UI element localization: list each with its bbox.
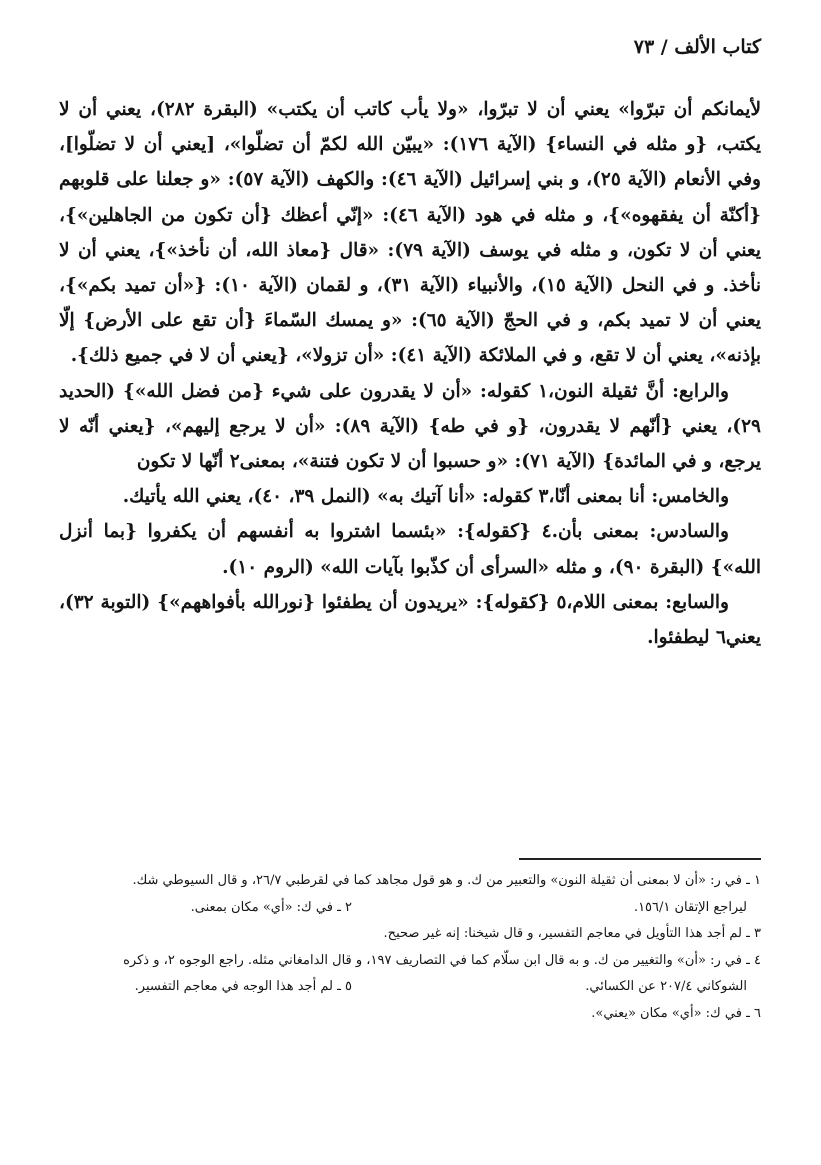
footnote-row-4-5 (59, 974, 761, 1001)
footnote-1: ١ ـ في ر: «أن لا بمعنى أن ثقيلة النون» والتعبير من ك. و هو قول مجاهد كما في لقرطبي ٢٦/٧، و قال السيوطي شك. (132, 873, 761, 888)
paragraph-continuation: لأيمانكم أن تبرّوا» يعني أن لا تبرّوا، «ولا يأب كاتب أن يكتب» (البقرة ٢٨٢)، يعني أن لا يكتب، {و مثله في النساء} (الآية ١٧٦): «يبيّن الله لكمّ أن تضلّوا»، [يعني أن لا تضلّوا]، وفي الأنعام (الآية ٢٥)، و بني إسرائيل (الآية ٤٦): والكهف (الآية ٥٧): «و جعلنا على قلوبهم {أكنّة أن يفقهوه»}، و مثله في هود (الآية ٤٦): «إنّي أعظك {أن تكون من الجاهلين»}، يعني أن لا تكون، و مثله في يوسف (الآية ٧٩): «قال {معاذ الله، أن نأخذ»}، يعني أن لا نأخذ. و في النحل (الآية ١٥)، والأنبياء (الآية ٣١)، و لقمان (الآية ١٠): {«أن تميد بكم»}، يعني أن لا تميد بكم، و في الحجّ (الآية ٦٥): «و يمسك السّماءَ {أن تقع على الأرض} إلّا بإذنه»، يعني أن لا تقع، و في الملائكة (الآية ٤١): «أن تزولا»، {يعني أن لا في جميع ذلك}. (59, 99, 761, 367)
footnote-2: ٢ ـ في ك: «أي» مكان بمعنى. (190, 899, 352, 915)
footnote-4-continuation: الشوكاني ٢٠٧/٤ عن الكسائي. (585, 979, 747, 994)
paragraph-fourth-meaning: والرابع: أنَّ ثقيلة النون،١ كقوله: «أن لا يقدرون على شيء {من فضل الله»} (الحديد ٢٩)، يعني {أنّهم لا يقدرون، {و في طه} (الآية ٨٩): «أن لا يرجع إليهم»، {يعني أنّه لا يرجع، و في المائدة} (الآية ٧١): «و حسبوا أن لا تكون فتنة»، بمعنى٢ أنّها لا تكون (59, 380, 761, 473)
footnote-separator (519, 858, 761, 860)
footnote-1-continuation: لیراجع الإتقان ١٥٦/١. (633, 899, 747, 915)
footnote-row-1-2 (59, 895, 761, 922)
footnote-6: ٦ ـ في ك: «أي» مكان «يعني». (591, 1005, 761, 1021)
paragraph-seventh-meaning: والسابع: بمعنى اللام،٥ {كقوله}: «يريدون أن يطفئوا {نورالله بأفواههم»} (التوبة ٣٢)، يعني٦ ليطفئوا. (59, 591, 761, 649)
running-header: كتاب الألف / ٧٣ (633, 36, 761, 58)
footnote-3: ٣ ـ لم أجد هذا التأويل في معاجم التفسير، و قال شيخنا: إنه غير صحيح. (383, 926, 761, 941)
footnote-5: ٥ ـ لم أجد هذا الوجه في معاجم التفسير. (134, 979, 352, 994)
main-text (59, 92, 761, 655)
paragraph-fifth-meaning: والخامس: أنا بمعنى أنّا،٣ كقوله: «أنا آتيك به» (النمل ٣٩، ٤٠)، يعني الله يأتيك. (122, 486, 729, 508)
footnotes (59, 868, 761, 1027)
footnote-4: ٤ ـ في ر: «أن» والتغيير من ك. و به قال ابن سلّام كما في التصاريف ١٩٧، و قال الدامغاني مثله. راجع الوجوه ٢، و ذكره (123, 952, 761, 968)
paragraph-sixth-meaning: والسادس: بمعنى بأن.٤ {كقوله}: «بئسما اشتروا به أنفسهم أن يكفروا {بما أنزل الله»} (البقرة ٩٠)، و مثله «السرأى أن كذّبوا بآيات الله» (الروم ١٠). (59, 521, 761, 578)
